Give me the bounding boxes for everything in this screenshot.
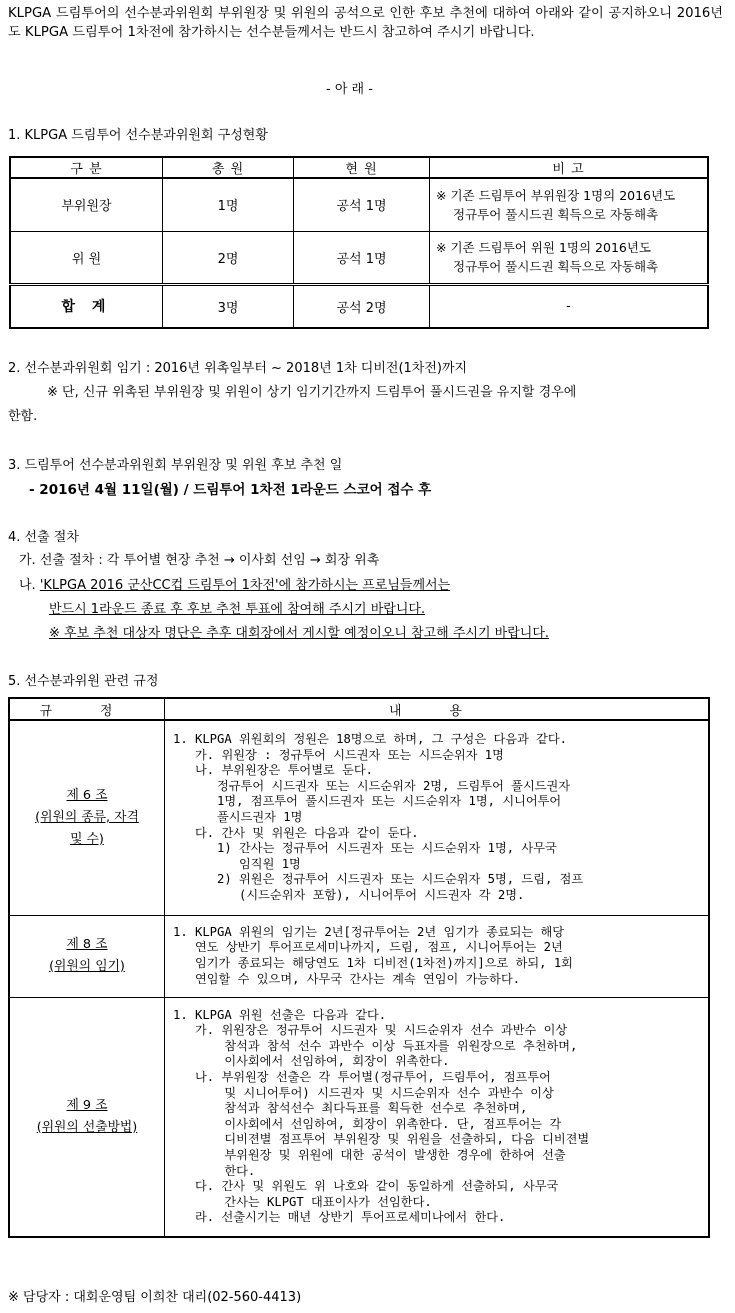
article-title: (위원의 선출방법) (36, 1119, 138, 1135)
article-number: 제 6 조 (66, 787, 108, 803)
section-1-title: 1. KLPGA 드림투어 선수분과위원회 구성현황 (8, 128, 268, 143)
section-4-item-a: 가. 선출 절차 : 각 투어별 현장 추천 → 이사회 선임 → 회장 위촉 (19, 553, 380, 568)
section-4-item-b (19, 574, 450, 593)
header-content: 내 용 (165, 698, 710, 720)
section-4-title: 4. 선출 절차 (8, 530, 79, 545)
content-line: 1) 간사는 정규투어 시드권자 또는 시드순위자 1명, 사무국 (173, 841, 557, 856)
content-line: 가. 위원장은 정규투어 시드권자 및 시드순위자 선수 과반수 이상 (173, 1023, 568, 1038)
regulation-label (9, 997, 165, 1237)
item-b-line2: 반드시 1라운드 종료 후 후보 추천 투표에 참여해 주시기 바랍니다. (49, 602, 426, 617)
row-total: 2명 (163, 231, 294, 284)
sum-note: - (430, 284, 709, 328)
content-line: 1. KLPGA 위원 선출은 다음과 같다. (173, 1007, 387, 1022)
note-line: 정규투어 풀시드권 획득으로 자동해촉 (453, 259, 659, 274)
content-line: 한다. (173, 1163, 256, 1178)
content-line: 나. 부위원장 선출은 각 투어별(정규투어, 드림투어, 점프투어 (173, 1069, 551, 1084)
content-line: 정규투어 시드권자 또는 시드순위자 2명, 드림투어 풀시드권자 (173, 778, 571, 793)
table-header-row (10, 157, 708, 178)
composition-table (9, 156, 709, 329)
table-row (9, 720, 709, 915)
item-b-prefix: 나. (19, 578, 40, 593)
row-current: 공석 1명 (294, 231, 430, 284)
section-5-title: 5. 선수분과위원 관련 규정 (8, 674, 159, 689)
regulation-content (165, 915, 710, 997)
content-line: 디비젼별 점프투어 부위원장 및 위원을 선출하되, 다음 디비젼별 (173, 1132, 590, 1147)
table-row (10, 231, 708, 284)
article-number: 제 9 조 (66, 1097, 108, 1113)
sum-row (10, 284, 708, 328)
header-note: 비 고 (430, 157, 709, 178)
content-line: 임직원 1명 (173, 856, 301, 871)
content-line: 연도 상반기 투어프로세미나까지, 드림, 점프, 시니어투어는 2년 (173, 940, 563, 955)
article-title: (위원의 임기) (49, 959, 125, 974)
content-line: 풀시드권자 1명 (173, 809, 303, 824)
intro-paragraph: KLPGA 드림투어의 선수분과위원회 부위원장 및 위원의 공석으로 인한 후보 추천에 대하여 아래와 같이 공지하오니 2016년도 KLPGA 드림투어 1차전에 참가하시는 선수분들께서는 반드시 참고하여 주시기 바랍니다. (8, 6, 723, 40)
section-3-date: - 2016년 4월 11일(월) / 드림투어 1차전 1라운드 스코어 접수 후 (29, 482, 432, 498)
regulation-content (165, 997, 710, 1237)
header-current: 현 원 (294, 157, 430, 178)
article-title: (위원의 종류, 자격 (35, 809, 139, 825)
contact-info: ※ 담당자 : 대회운영팀 이희찬 대리(02-560-4413) (8, 1290, 302, 1305)
regulation-content (165, 720, 710, 915)
article-title-continued: 및 수) (70, 831, 104, 847)
sum-total: 3명 (163, 284, 294, 328)
content-line: 다. 간사 및 위원은 다음과 같이 둔다. (173, 825, 419, 840)
article-number: 제 8 조 (66, 937, 108, 952)
table-row (10, 178, 708, 231)
content-line: 라. 선출시기는 매년 상반기 투어프로세미나에서 한다. (173, 1210, 506, 1225)
content-line: 참석과 참석선수 최다득표를 획득한 선수로 추천하며, (173, 1101, 528, 1116)
table-row (9, 915, 709, 997)
note-line: ※ 기존 드림투어 위원 1명의 2016년도 (436, 240, 652, 255)
content-line: 임기가 종료되는 해당연도 1차 디비전(1차전)까지]으로 하되, 1회 (173, 956, 573, 970)
content-line: 이사회에서 선임하여, 회장이 위촉한다. (173, 1054, 450, 1069)
row-note (430, 231, 709, 284)
content-line: 1. KLPGA 위원의 임기는 2년[정규투어는 2년 임기가 종료되는 해당 (173, 924, 565, 939)
table-row (9, 997, 709, 1237)
sum-category: 합 계 (10, 284, 163, 328)
item-b-line1: 'KLPGA 2016 군산CC컵 드림투어 1차전'에 참가하시는 프로님들께서는 (39, 578, 451, 593)
regulation-table (8, 697, 710, 1238)
content-line: 간사는 KLPGT 대표이사가 선임한다. (173, 1194, 432, 1209)
content-line: 및 시니어투어) 시드권자 및 시드순위자 선수 과반수 이상 (173, 1085, 554, 1100)
sum-current: 공석 2명 (294, 284, 430, 328)
content-line: (시드순위자 포함), 시니어투어 시드권자 각 2명. (173, 887, 525, 902)
content-line: 참석과 참석 선수 과반수 이상 득표자를 위원장으로 추천하며, (173, 1038, 578, 1053)
note-line: ※ 기존 드림투어 부위원장 1명의 2016년도 (436, 187, 676, 203)
row-category: 부위원장 (10, 178, 163, 231)
header-category: 구 분 (10, 157, 163, 178)
content-line: 1. KLPGA 위원회의 정원은 18명으로 하며, 그 구성은 다음과 같다. (173, 731, 567, 746)
regulation-label (9, 915, 165, 997)
item-b-notice: ※ 후보 추천 대상자 명단은 추후 대회장에서 게시할 예정이오니 참고해 주시기 바랍니다. (49, 626, 550, 641)
content-line: 다. 간사 및 위원도 위 나호와 같이 동일하게 선출하되, 사무국 (173, 1179, 559, 1194)
row-current: 공석 1명 (294, 178, 430, 231)
content-line: 나. 부위원장은 투어별로 둔다. (173, 763, 373, 778)
section-2-note: ※ 단, 신규 위촉된 부위원장 및 위원이 상기 임기기간까지 드림투어 풀시드권을 유지할 경우에 (47, 385, 577, 400)
row-note (430, 178, 709, 231)
content-line: 부위원장 및 위원에 대한 공석이 발생한 경우에 한하여 선출 (173, 1147, 566, 1162)
row-category: 위 원 (10, 231, 163, 284)
header-total: 총 원 (163, 157, 294, 178)
content-line: 가. 위원장 : 정규투어 시드권자 또는 시드순위자 1명 (173, 747, 504, 762)
content-line: 2) 위원은 정규투어 시드권자 또는 시드순위자 5명, 드림, 점프 (173, 872, 584, 887)
table-header-row (9, 698, 709, 720)
content-line: 이사회에서 선임하여, 회장이 위촉한다. 단, 점프투어는 각 (173, 1116, 562, 1131)
section-2-note-continued: 한함. (8, 409, 38, 424)
header-regulation: 규 정 (9, 698, 165, 720)
section-3-title: 3. 드림투어 선수분과위원회 부위원장 및 위원 후보 추천 일 (8, 458, 343, 473)
note-line: 정규투어 풀시드권 획득으로 자동해촉 (453, 206, 659, 222)
section-2-title: 2. 선수분과위원회 임기 : 2016년 위촉일부터 ~ 2018년 1차 디비전(1차전)까지 (8, 361, 468, 376)
notice-heading: - 아 래 - (326, 82, 373, 97)
regulation-label (9, 720, 165, 915)
content-line: 연임할 수 있으며, 사무국 간사는 계속 연임이 가능하다. (173, 971, 521, 986)
content-line: 1명, 점프투어 풀시드권자 또는 시드순위자 1명, 시니어투어 (173, 794, 562, 809)
row-total: 1명 (163, 178, 294, 231)
